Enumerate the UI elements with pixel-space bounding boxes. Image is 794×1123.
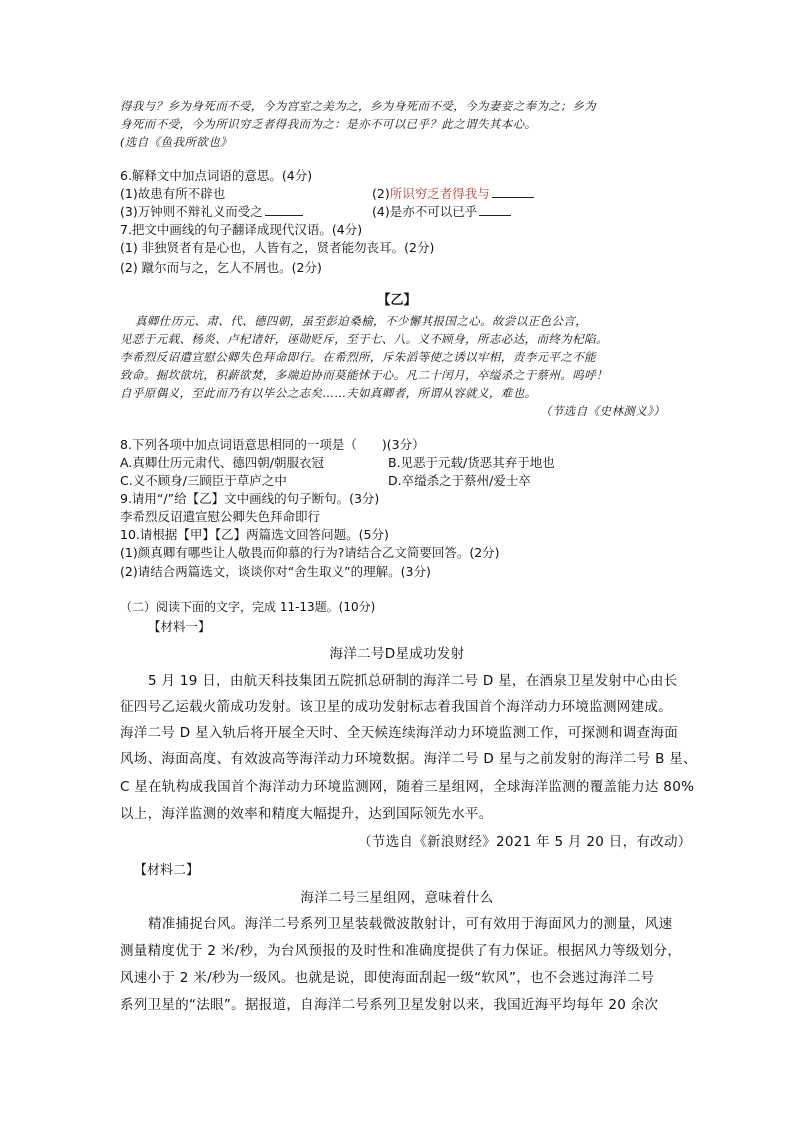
q8-stem: 8.下列各项中加点词语意思相同的一项是（ )(3分）: [120, 437, 425, 452]
jia-passage-line-1: 得我与？乡为身死而不受，今为宫室之美为之，乡为身死而不受，今为妻妾之奉为之；乡为: [120, 99, 596, 113]
yi-heading: 【乙】: [377, 293, 417, 308]
q8-option-a: A.真卿仕历元肃代、德四朝/朝服衣冠: [120, 455, 325, 470]
material-2-label: 【材料二】: [134, 863, 200, 878]
material-2-line-4: 系列卫星的“法眼”。据报道，自海洋二号系列卫星发射以来，我国近海平均每年 20 余次: [120, 997, 659, 1013]
material-2-line-3: 风速小于 2 米/秒为一级风。也就是说，即使海面刮起一级“软风”，也不会逃过海洋二号: [120, 970, 655, 986]
material-1-line-2: 征四号乙运载火箭成功发射。该卫星的成功发射标志着我国首个海洋动力环境监测网建成。: [120, 699, 672, 715]
q6-item-1-text: (1)故患有所不辟也: [120, 186, 226, 201]
yi-source: （节选自《史林测义》）: [540, 404, 666, 418]
material-1-label: 【材料一】: [148, 619, 211, 634]
q9-stem: 9.请用“/”给【乙】文中画线的句子断句。(3分): [120, 491, 380, 506]
section-2-heading: （二）阅读下面的文字，完成 11-13题。(10分): [120, 600, 376, 614]
q7-item-2: (2) 蹴尔而与之，乞人不屑也。(2分): [120, 260, 322, 275]
q9-sentence: 李希烈反诏遣宣慰公卿失色拜命即行: [120, 509, 321, 524]
answer-blank[interactable]: [492, 185, 534, 198]
material-2-line-2: 测量精度优于 2 米/秒，为台风预报的及时性和准确度提供了有力保证。根据风力等级划分，: [120, 943, 682, 959]
material-1-line-3: 海洋二号 D 星入轨后将开展全天时、全天候连续海洋动力环境监测工作，可探测和调查海面: [120, 725, 679, 741]
yi-line-3: 李希烈反诏遣宣慰公卿失色拜命即行。在希烈所，斥朱滔等使之诱以牢相，责李元平之不能: [120, 350, 596, 364]
jia-passage-source: (选自《鱼我所欲也》: [120, 135, 232, 149]
q7-item-1: (1) 非独贤者有是心也，人皆有之，贤者能勿丧耳。(2分): [120, 240, 435, 255]
yi-line-5: 自乎原偶义，至此而乃有以毕公之志矣……夫如真卿者，所谓从容就义，难也。: [120, 386, 537, 400]
material-1-source: （节选自《新浪财经》2021 年 5 月 20 日，有改动）: [358, 834, 692, 850]
yi-line-1: 真卿仕历元、肃、代、德四朝，虽至彭迫桑榆，不少懈其报国之心。故尝以正色公言，: [135, 314, 588, 328]
q7-stem: 7.把文中画线的句子翻译成现代汉语。(4分): [120, 222, 363, 237]
q8-option-c: C.义不顾身/三顾臣于草庐之中: [120, 473, 287, 488]
material-2-title: 海洋二号三星组网，意味着什么: [300, 890, 494, 906]
yi-line-2: 见恶于元载、杨炎、卢杞诸奸，诬勋贬斥，至于七、八。义不顾身，所志必达，而终为杞陷。: [120, 332, 608, 346]
q6-item-3-text: (3)万钟则不辩礼义而受之: [120, 204, 263, 219]
material-1-line-4: 风场、海面高度、有效波高等海洋动力环境数据。海洋二号 D 星与之前发射的海洋二号 B 星、: [120, 751, 697, 767]
material-1-line-5: C 星在轨构成我国首个海洋动力环境监测网，随着三星组网，全球海洋监测的覆盖能力达 80%: [120, 779, 695, 795]
q6-item-2-num: (2): [372, 186, 390, 201]
q6-item-4: [372, 203, 511, 221]
q6-item-4-text: (4)是亦不可以已乎: [372, 204, 478, 219]
q8-option-b: B.见恶于元载/货恶其弃于地也: [388, 455, 555, 470]
q6-item-1: [120, 185, 225, 203]
yi-line-4: 致命。掘坎欲坑，积薪欲焚，多端迫协而莫能怵于心。凡二十闰月，卒缢杀之于蔡州。呜呼！: [120, 368, 608, 382]
q6-item-2-text: 所识穷乏者得我与: [389, 186, 490, 201]
q6-stem: 6.解释文中加点词语的意思。(4分): [120, 168, 313, 183]
q10-item-2: (2)请结合两篇选文，谈谈你对“舍生取义”的理解。(3分): [120, 564, 431, 579]
q10-item-1: (1)颜真卿有哪些让人敬畏而仰慕的行为?请结合乙文简要回答。(2分): [120, 545, 500, 560]
jia-passage-line-2: 身死而不受，今为所识穷乏者得我而为之：是亦不可以已乎？此之谓失其本心。: [120, 117, 537, 131]
material-2-line-1: 精准捕捉台风。海洋二号系列卫星装载微波散射计，可有效用于海面风力的测量，风速: [148, 916, 673, 932]
q8-option-d: D.卒缢杀之于蔡州/爱士卒: [388, 473, 531, 488]
q6-item-3: [120, 203, 303, 221]
material-1-line-1: 5 月 19 日，由航天科技集团五院抓总研制的海洋二号 D 星，在酒泉卫星发射中心由长: [148, 673, 678, 689]
answer-blank[interactable]: [479, 203, 511, 216]
answer-blank[interactable]: [265, 203, 303, 216]
material-1-title: 海洋二号D星成功发射: [329, 646, 465, 662]
material-1-line-6: 以上，海洋监测的效率和精度大幅提升，达到国际领先水平。: [120, 806, 493, 822]
q6-item-2: [372, 185, 534, 203]
q10-stem: 10.请根据【甲】【乙】两篇选文回答问题。(5分): [120, 527, 389, 542]
